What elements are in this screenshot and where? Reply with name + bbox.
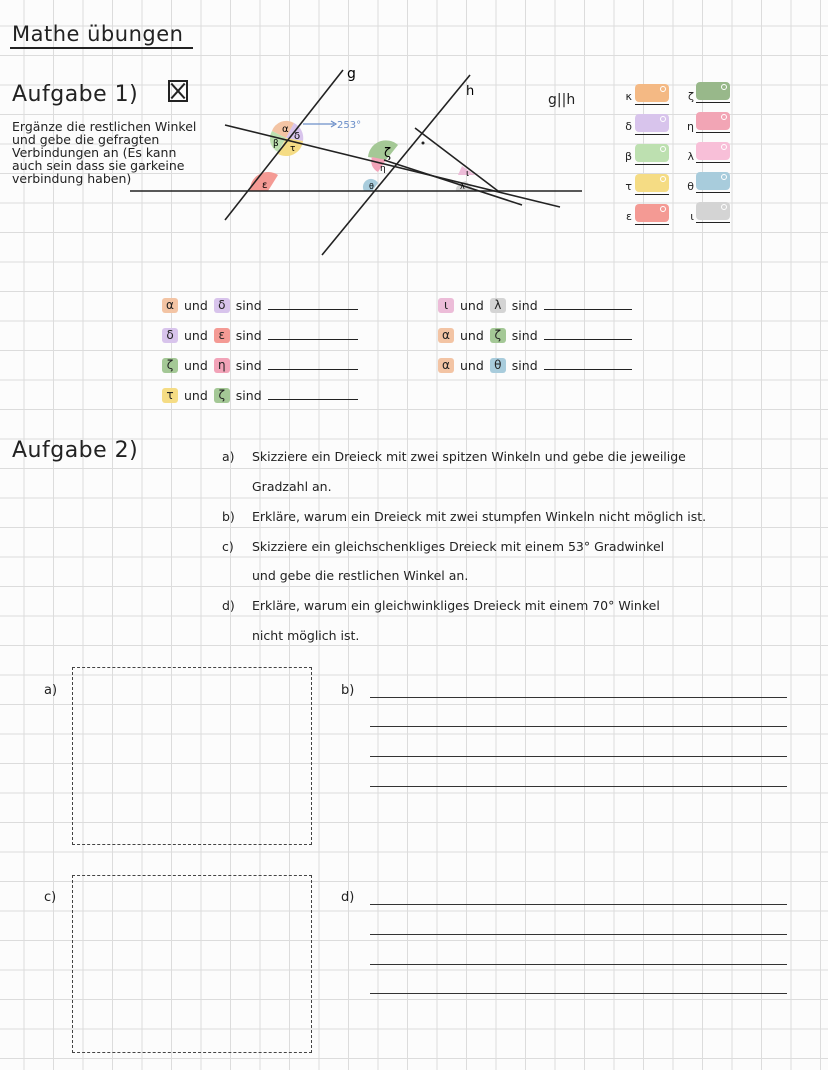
answer-label-a: a) [44,683,58,698]
statement-row [438,358,632,373]
task2-item-letter: b) [222,509,235,524]
answer-blank[interactable] [268,369,358,370]
chip: ε [214,328,230,343]
legend-epsilon-label: ε [626,210,632,223]
legend-epsilon-swatch [635,204,669,222]
label-lambda: λ [460,182,465,191]
legend-delta-label: δ [625,120,632,133]
legend-eta-swatch [696,112,730,130]
legend-beta-swatch [635,144,669,162]
chip: δ [162,328,178,343]
answer-blank[interactable] [544,309,632,310]
task2-item-letter: a) [222,449,235,464]
answer-label-b: b) [341,683,355,698]
chip: ζ [490,328,506,343]
word-sind: sind [511,298,538,313]
legend-iota-swatch [696,202,730,220]
word-sind: sind [235,388,262,403]
task2-item-text: Skizziere ein Dreieck mit zwei spitzen Winkeln und gebe die jeweilige [252,449,686,464]
legend-delta-swatch [635,114,669,132]
answer-line[interactable] [370,934,787,935]
chip: α [162,298,178,313]
legend-lambda-label: λ [687,150,694,163]
word-und: und [184,328,208,343]
answer-blank[interactable] [544,369,632,370]
statement-row [438,298,632,313]
answer-line[interactable] [370,697,787,698]
word-und: und [184,298,208,313]
word-und: und [184,388,208,403]
word-sind: sind [235,358,262,373]
task1-instructions: Ergänze die restlichen Winkel und gebe die gefragten Verbindungen an (Es kann auch sein dass sie garkeine verbindung haben) [12,119,197,186]
answer-line[interactable] [370,993,787,994]
legend-beta-label: β [624,150,632,163]
word-und: und [460,328,484,343]
label-eta: η [380,164,386,174]
answer-blank[interactable] [268,309,358,310]
legend-zeta-swatch [696,82,730,100]
label-tau: τ [290,144,296,154]
chip: τ [162,388,178,403]
answer-blank[interactable] [268,399,358,400]
chip: δ [214,298,230,313]
word-sind: sind [511,358,538,373]
label-theta: θ [369,182,374,191]
chip: ζ [162,358,178,373]
chip: λ [490,298,506,313]
statement-row [162,358,358,373]
legend-eta-label: η [687,120,694,133]
answer-blank[interactable] [544,339,632,340]
legend-kappa-label: κ [625,90,632,103]
statement-row [438,328,632,343]
statement-row [162,388,358,403]
legend-zeta-label: ζ [688,90,694,103]
line-h-label: h [466,84,475,99]
task2-heading: Aufgabe 2) [12,438,139,463]
word-sind: sind [511,328,538,343]
chip: η [214,358,230,373]
word-sind: sind [235,328,262,343]
line-g-label: g [347,66,356,82]
chip: ι [438,298,454,313]
answer-label-d: d) [341,890,355,905]
label-zeta: ζ [384,146,392,161]
parallel-note: g||h [548,92,576,108]
label-delta: δ [294,131,301,142]
page-title: Mathe übungen [12,22,184,46]
task2-item-text: Erkläre, warum ein gleichwinkliges Dreieck mit einem 70° Winkel [252,598,660,613]
sketch-box-a[interactable] [72,667,312,845]
legend-iota-label: ι [690,210,694,223]
label-epsilon: ε [262,180,268,191]
legend-lambda-swatch [696,142,730,160]
answer-line[interactable] [370,756,787,757]
legend-kappa-swatch [635,84,669,102]
statement-row [162,298,358,313]
word-und: und [184,358,208,373]
legend-theta-swatch [696,172,730,190]
word-und: und [460,298,484,313]
answer-line[interactable] [370,904,787,905]
angle-diagram [0,0,828,270]
sketch-box-c[interactable] [72,875,312,1053]
legend-tau-swatch [635,174,669,192]
task2-item-text: nicht möglich ist. [252,628,360,643]
task2-item-text: Erkläre, warum ein Dreieck mit zwei stumpfen Winkeln nicht möglich ist. [252,509,707,524]
statement-row [162,328,358,343]
answer-blank[interactable] [268,339,358,340]
word-sind: sind [235,298,262,313]
chip: θ [490,358,506,373]
task2-item-text: und gebe die restlichen Winkel an. [252,568,469,583]
chip: α [438,358,454,373]
label-beta: β [273,139,279,149]
legend-tau-label: τ [625,180,632,193]
task2-item-text: Gradzahl an. [252,479,332,494]
answer-label-c: c) [44,890,57,905]
legend-theta-label: θ [687,180,694,193]
chip: α [438,328,454,343]
label-iota: ι [466,169,470,179]
given-angle-label: 253° [337,120,362,131]
task2-item-text: Skizziere ein gleichschenkliges Dreieck mit einem 53° Gradwinkel [252,539,665,554]
label-alpha: α [282,124,289,135]
angle-zeta [368,140,398,160]
answer-line[interactable] [370,964,787,965]
task1-heading: Aufgabe 1) [12,82,139,107]
task2-item-letter: d) [222,598,235,613]
answer-line[interactable] [370,786,787,787]
word-und: und [460,358,484,373]
answer-line[interactable] [370,726,787,727]
task2-item-letter: c) [222,539,234,554]
chip: ζ [214,388,230,403]
